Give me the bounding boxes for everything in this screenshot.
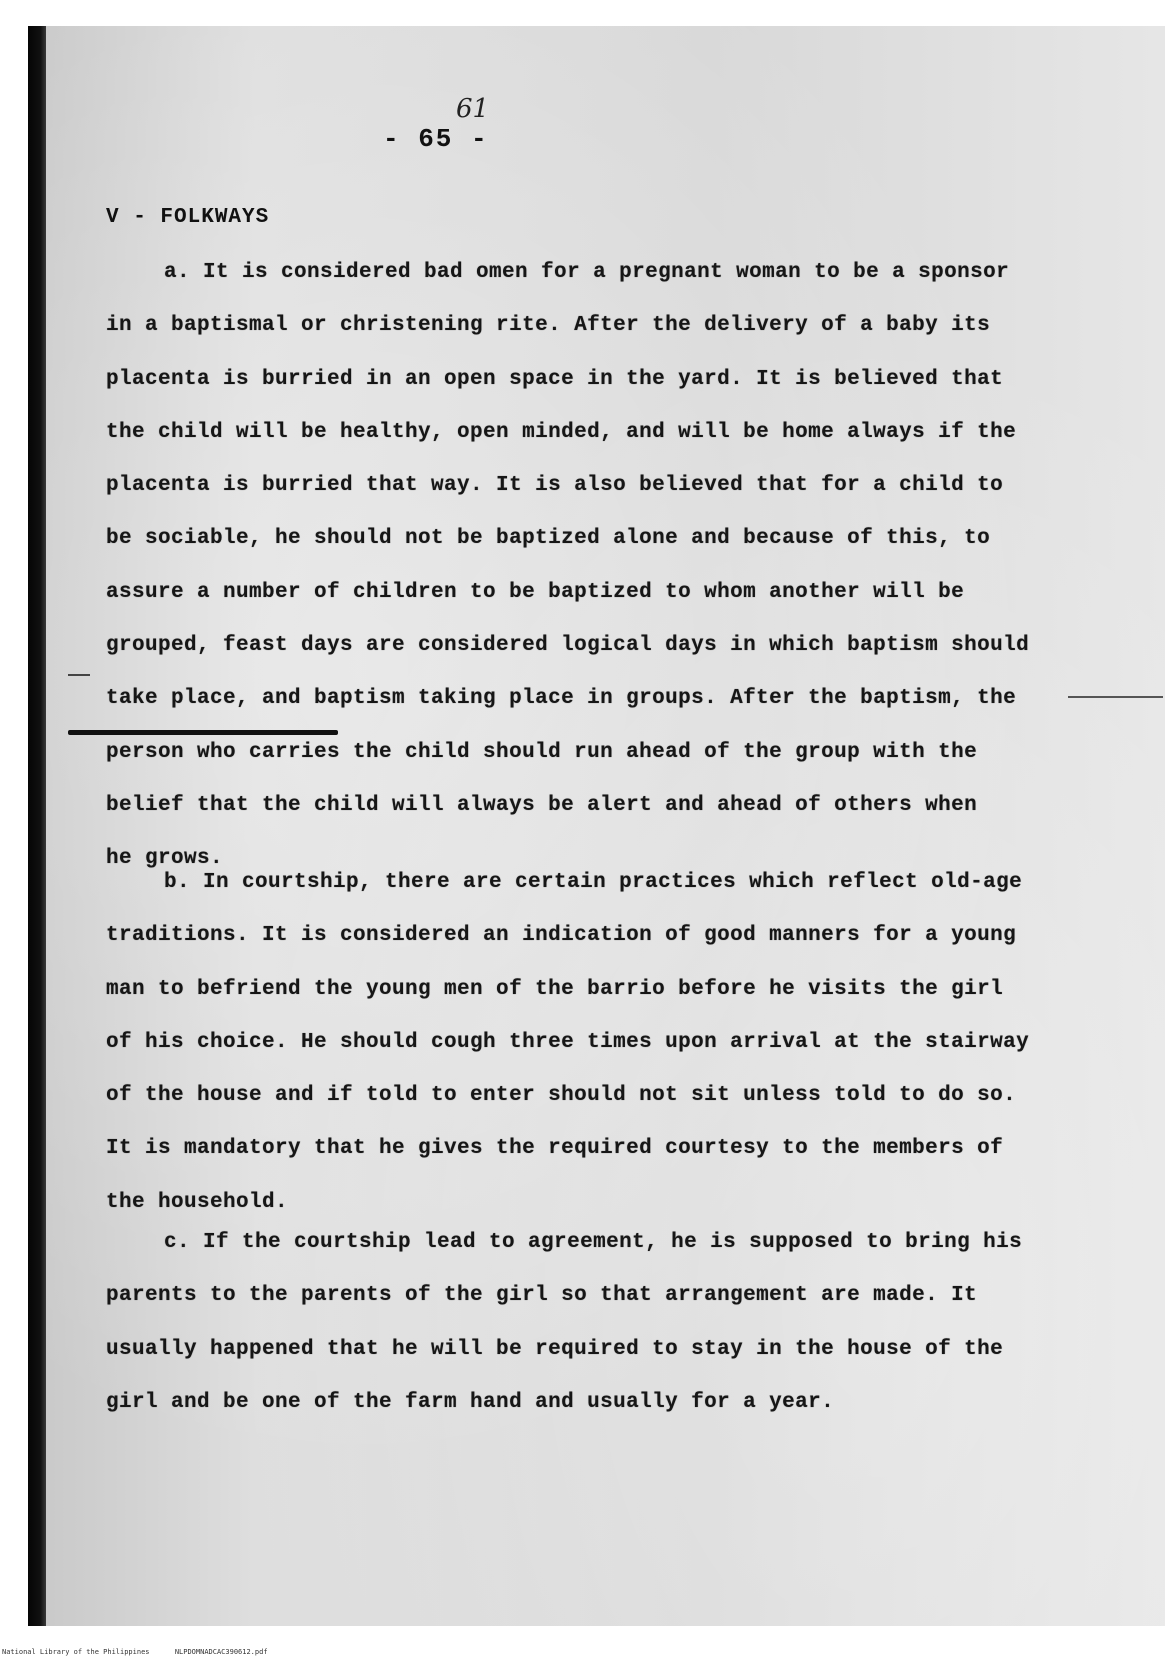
binding-edge bbox=[28, 26, 46, 1626]
paragraph-line: usually happened that he will be required to stay in the house of the bbox=[106, 1337, 1004, 1361]
paragraph-line: placenta is burried in an open space in the yard. It is believed that bbox=[106, 367, 1004, 391]
paragraph-a bbox=[106, 246, 1116, 886]
paragraph-line: of his choice. He should cough three times upon arrival at the stairway bbox=[106, 1030, 1030, 1054]
paragraph-line: the child will be healthy, open minded, and will be home always if the bbox=[106, 420, 1017, 444]
paragraph-line: traditions. It is considered an indication of good manners for a young bbox=[106, 924, 1017, 948]
paragraph-line: take place, and baptism taking place in groups. After the baptism, the bbox=[106, 687, 1017, 711]
paragraph-line: girl and be one of the farm hand and usually for a year. bbox=[106, 1390, 835, 1414]
paragraph-line: grouped, feast days are considered logical days in which baptism should bbox=[106, 634, 1030, 658]
paragraph-line: of the house and if told to enter should not sit unless told to do so. bbox=[106, 1084, 1017, 1108]
paragraph-line: man to befriend the young men of the barrio before he visits the girl bbox=[106, 977, 1004, 1001]
footer-file-id: NLPDOMNADCAC390612.pdf bbox=[174, 1648, 268, 1656]
section-heading: V - FOLKWAYS bbox=[106, 206, 270, 229]
paragraph-line: b. In courtship, there are certain practices which reflect old-age bbox=[164, 871, 1023, 894]
paragraph-line: parents to the parents of the girl so that arrangement are made. It bbox=[106, 1284, 978, 1308]
paragraph-line: he grows. bbox=[106, 847, 224, 871]
paragraph-line: assure a number of children to be baptized to whom another will be bbox=[106, 580, 965, 604]
margin-mark-left bbox=[68, 674, 90, 676]
paragraph-line: placenta is burried that way. It is also believed that for a child to bbox=[106, 474, 1004, 498]
paragraph-line: a. It is considered bad omen for a pregnant woman to be a sponsor bbox=[164, 261, 1010, 284]
scanned-page bbox=[28, 26, 1165, 1626]
paragraph-line: be sociable, he should not be baptized alone and because of this, to bbox=[106, 527, 991, 551]
paragraph-c bbox=[106, 1216, 1116, 1429]
footer-source bbox=[2, 1648, 268, 1656]
handwritten-page-number: 61 bbox=[456, 94, 490, 124]
paragraph-line: the household. bbox=[106, 1190, 289, 1214]
typed-page-number: - 65 - bbox=[383, 124, 489, 154]
paragraph-line: c. If the courtship lead to agreement, he is supposed to bring his bbox=[164, 1231, 1023, 1254]
paragraph-line: in a baptismal or christening rite. After the delivery of a baby its bbox=[106, 314, 991, 338]
paragraph-line: belief that the child will always be alert and ahead of others when bbox=[106, 793, 978, 817]
paragraph-b bbox=[106, 856, 1116, 1229]
footer-library: National Library of the Philippines bbox=[2, 1648, 150, 1656]
paragraph-line: person who carries the child should run ahead of the group with the bbox=[106, 740, 978, 764]
paragraph-line: It is mandatory that he gives the required courtesy to the members of bbox=[106, 1137, 1004, 1161]
